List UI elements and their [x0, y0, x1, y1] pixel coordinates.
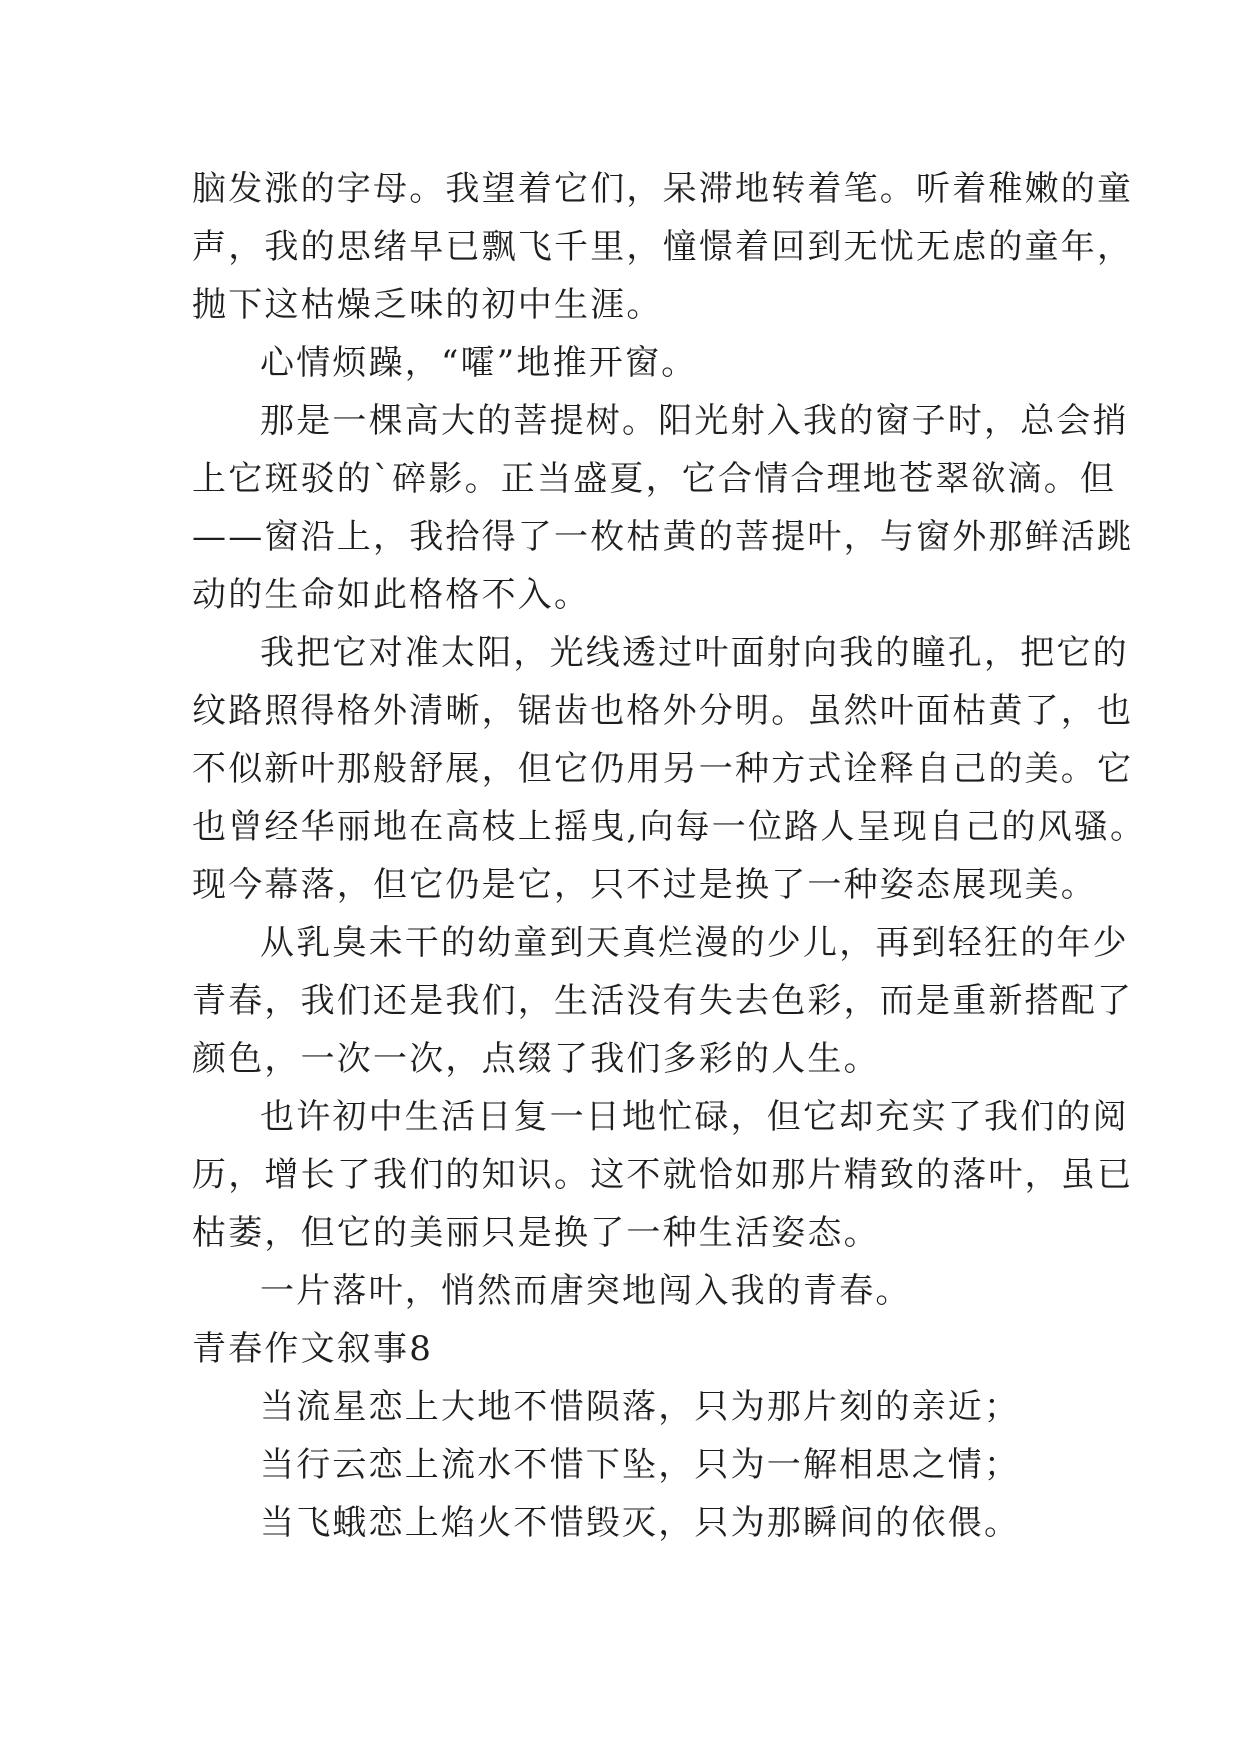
text-line: 动的生命如此格格不入。 [192, 575, 591, 615]
text-line: 心情烦躁，“嚯”地推开窗。 [260, 343, 698, 383]
text-line: 抛下这枯燥乏味的初中生涯。 [192, 285, 663, 325]
text-line: ——窗沿上，我拾得了一枚枯黄的菩提叶，与窗外那鲜活跳 [192, 517, 1134, 557]
paragraph-1 [192, 160, 1134, 334]
text-line: 现今幕落，但它仍是它，只不过是换了一种姿态展现美。 [192, 865, 1097, 905]
text-line: 从乳臭未干的幼童到天真烂漫的少儿，再到轻狂的年少 [260, 923, 1129, 963]
text-line: 当流星恋上大地不惜陨落，只为那片刻的亲近； [260, 1387, 1021, 1427]
text-line: 也曾经华丽地在高枝上摇曳,向每一位路人呈现自己的风骚。 [192, 807, 1147, 847]
text-line: 那是一棵高大的菩提树。阳光射入我的窗子时，总会捎 [260, 401, 1129, 441]
paragraph-3 [192, 392, 1134, 624]
text-line: 当行云恋上流水不惜下坠，只为一解相思之情； [260, 1445, 1021, 1485]
paragraph-5 [192, 914, 1134, 1088]
paragraph-2 [192, 334, 1072, 392]
text-line: 一片落叶，悄然而唐突地闯入我的青春。 [260, 1271, 912, 1311]
section-heading: 青春作文叙事8 [192, 1329, 434, 1369]
text-line: 声，我的思绪早已飘飞千里，憧憬着回到无忧无虑的童年， [192, 227, 1134, 267]
section-paragraph-3 [192, 1494, 1072, 1552]
text-line: 也许初中生活日复一日地忙碌，但它却充实了我们的阅 [260, 1097, 1129, 1137]
document-body [192, 160, 1147, 1552]
paragraph-6 [192, 1088, 1134, 1262]
paragraph-7 [192, 1262, 1072, 1320]
text-line: 颜色，一次一次，点缀了我们多彩的人生。 [192, 1039, 880, 1079]
paragraph-4 [192, 624, 1147, 914]
text-line: 我把它对准太阳，光线透过叶面射向我的瞳孔，把它的 [260, 633, 1129, 673]
section-paragraph-1 [192, 1378, 1072, 1436]
text-line: 脑发涨的字母。我望着它们，呆滞地转着笔。听着稚嫩的童 [192, 169, 1134, 209]
text-line: 当飞蛾恋上焰火不惜毁灭，只为那瞬间的依偎。 [260, 1503, 1021, 1543]
text-line: 枯萎，但它的美丽只是换了一种生活姿态。 [192, 1213, 880, 1253]
text-line: 纹路照得格外清晰，锯齿也格外分明。虽然叶面枯黄了，也 [192, 691, 1134, 731]
text-line: 历，增长了我们的知识。这不就恰如那片精致的落叶，虽已 [192, 1155, 1134, 1195]
text-line: 上它斑驳的`碎影。正当盛夏，它合情合理地苍翠欲滴。但 [192, 459, 1117, 499]
section-paragraph-2 [192, 1436, 1072, 1494]
text-line: 不似新叶那般舒展，但它仍用另一种方式诠释自己的美。它 [192, 749, 1134, 789]
text-line: 青春，我们还是我们，生活没有失去色彩，而是重新搭配了 [192, 981, 1134, 1021]
